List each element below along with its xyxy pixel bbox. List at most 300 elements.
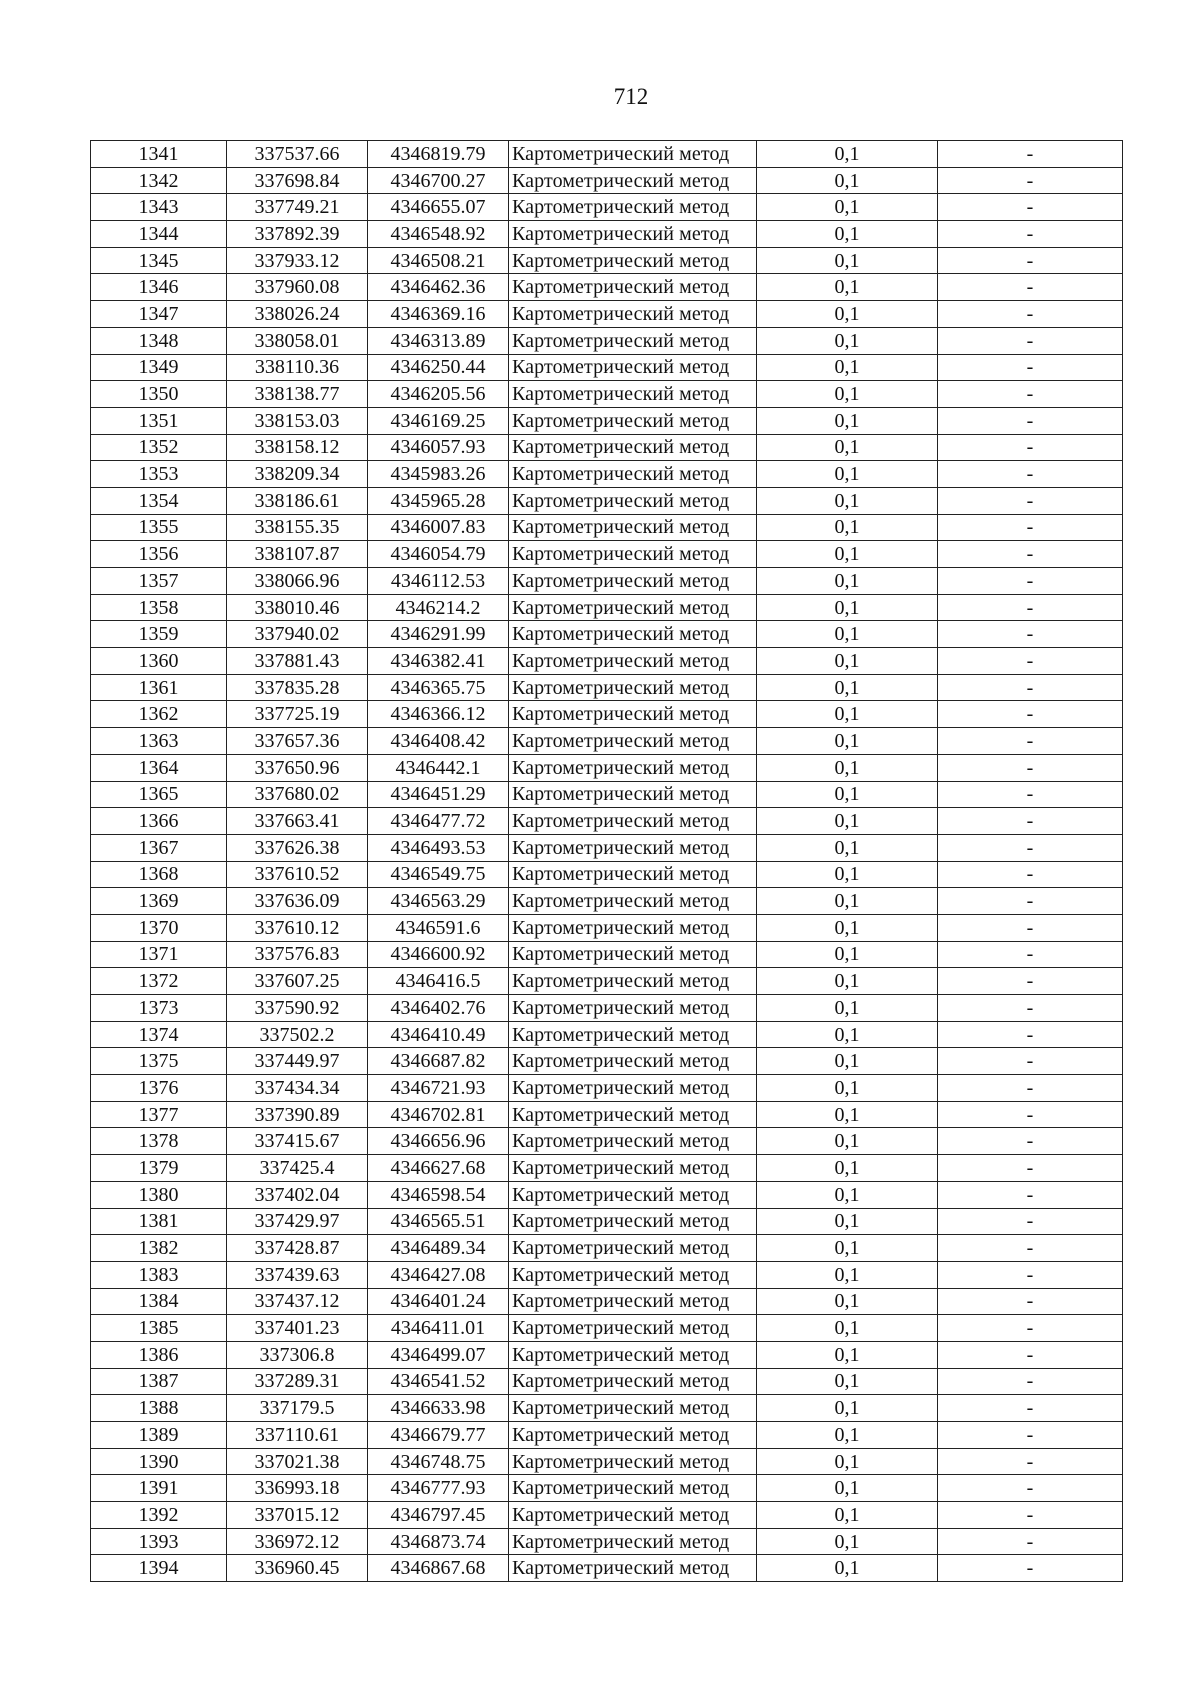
coordinate-x-cell: 337425.4 [227, 1155, 368, 1182]
accuracy-cell: 0,1 [757, 728, 938, 755]
coordinate-x-cell: 336960.45 [227, 1555, 368, 1582]
coordinate-y-cell: 4346819.79 [368, 141, 509, 168]
method-cell: Картометрический метод [509, 487, 757, 514]
accuracy-cell: 0,1 [757, 1101, 938, 1128]
accuracy-cell: 0,1 [757, 247, 938, 274]
accuracy-cell: 0,1 [757, 274, 938, 301]
coordinate-x-cell: 337749.21 [227, 194, 368, 221]
note-cell: - [938, 995, 1123, 1022]
point-number-cell: 1372 [91, 968, 227, 995]
coordinate-x-cell: 336993.18 [227, 1475, 368, 1502]
coordinate-y-cell: 4346598.54 [368, 1181, 509, 1208]
note-cell: - [938, 968, 1123, 995]
coordinate-y-cell: 4346366.12 [368, 701, 509, 728]
table-row [91, 1288, 1123, 1315]
method-cell: Картометрический метод [509, 514, 757, 541]
note-cell: - [938, 1155, 1123, 1182]
table-row [91, 914, 1123, 941]
accuracy-cell: 0,1 [757, 194, 938, 221]
table-row [91, 1155, 1123, 1182]
coordinate-x-cell: 337626.38 [227, 834, 368, 861]
note-cell: - [938, 167, 1123, 194]
note-cell: - [938, 1235, 1123, 1262]
coordinate-x-cell: 338158.12 [227, 434, 368, 461]
coordinate-x-cell: 337576.83 [227, 941, 368, 968]
method-cell: Картометрический метод [509, 354, 757, 381]
point-number-cell: 1356 [91, 541, 227, 568]
point-number-cell: 1350 [91, 381, 227, 408]
method-cell: Картометрический метод [509, 701, 757, 728]
table-row [91, 1208, 1123, 1235]
coordinate-y-cell: 4346169.25 [368, 407, 509, 434]
table-row [91, 1422, 1123, 1449]
table-row [91, 888, 1123, 915]
accuracy-cell: 0,1 [757, 327, 938, 354]
point-number-cell: 1389 [91, 1422, 227, 1449]
coordinate-y-cell: 4346402.76 [368, 995, 509, 1022]
point-number-cell: 1383 [91, 1261, 227, 1288]
method-cell: Картометрический метод [509, 914, 757, 941]
accuracy-cell: 0,1 [757, 648, 938, 675]
coordinate-y-cell: 4346565.51 [368, 1208, 509, 1235]
coordinate-x-cell: 337439.63 [227, 1261, 368, 1288]
note-cell: - [938, 648, 1123, 675]
coordinate-x-cell: 338107.87 [227, 541, 368, 568]
point-number-cell: 1375 [91, 1048, 227, 1075]
coordinate-x-cell: 337835.28 [227, 674, 368, 701]
point-number-cell: 1341 [91, 141, 227, 168]
method-cell: Картометрический метод [509, 167, 757, 194]
accuracy-cell: 0,1 [757, 1235, 938, 1262]
coordinate-x-cell: 337881.43 [227, 648, 368, 675]
method-cell: Картометрический метод [509, 1021, 757, 1048]
point-number-cell: 1388 [91, 1395, 227, 1422]
coordinate-x-cell: 338209.34 [227, 461, 368, 488]
note-cell: - [938, 1261, 1123, 1288]
coordinate-x-cell: 337289.31 [227, 1368, 368, 1395]
point-number-cell: 1367 [91, 834, 227, 861]
coordinate-x-cell: 337725.19 [227, 701, 368, 728]
method-cell: Картометрический метод [509, 1101, 757, 1128]
coordinate-y-cell: 4346563.29 [368, 888, 509, 915]
coordinate-y-cell: 4346401.24 [368, 1288, 509, 1315]
point-number-cell: 1354 [91, 487, 227, 514]
accuracy-cell: 0,1 [757, 354, 938, 381]
method-cell: Картометрический метод [509, 728, 757, 755]
point-number-cell: 1351 [91, 407, 227, 434]
table-row [91, 301, 1123, 328]
table-row [91, 648, 1123, 675]
point-number-cell: 1362 [91, 701, 227, 728]
coordinate-x-cell: 337110.61 [227, 1422, 368, 1449]
note-cell: - [938, 781, 1123, 808]
point-number-cell: 1376 [91, 1075, 227, 1102]
table-row [91, 1075, 1123, 1102]
note-cell: - [938, 1528, 1123, 1555]
accuracy-cell: 0,1 [757, 1208, 938, 1235]
coordinate-x-cell: 337960.08 [227, 274, 368, 301]
table-row [91, 1555, 1123, 1582]
point-number-cell: 1363 [91, 728, 227, 755]
point-number-cell: 1381 [91, 1208, 227, 1235]
point-number-cell: 1386 [91, 1341, 227, 1368]
note-cell: - [938, 1502, 1123, 1529]
accuracy-cell: 0,1 [757, 808, 938, 835]
table-row [91, 808, 1123, 835]
accuracy-cell: 0,1 [757, 1155, 938, 1182]
coordinate-y-cell: 4346427.08 [368, 1261, 509, 1288]
coordinate-y-cell: 4346057.93 [368, 434, 509, 461]
table-row [91, 1021, 1123, 1048]
coordinate-y-cell: 4346627.68 [368, 1155, 509, 1182]
coordinate-x-cell: 337607.25 [227, 968, 368, 995]
method-cell: Картометрический метод [509, 541, 757, 568]
method-cell: Картометрический метод [509, 781, 757, 808]
accuracy-cell: 0,1 [757, 301, 938, 328]
method-cell: Картометрический метод [509, 1368, 757, 1395]
coordinate-y-cell: 4346655.07 [368, 194, 509, 221]
coordinate-y-cell: 4346214.2 [368, 594, 509, 621]
table-row [91, 861, 1123, 888]
note-cell: - [938, 1048, 1123, 1075]
note-cell: - [938, 1475, 1123, 1502]
method-cell: Картометрический метод [509, 1261, 757, 1288]
coordinate-y-cell: 4346679.77 [368, 1422, 509, 1449]
table-row [91, 781, 1123, 808]
note-cell: - [938, 1315, 1123, 1342]
table-row [91, 1315, 1123, 1342]
note-cell: - [938, 1395, 1123, 1422]
coordinate-y-cell: 4346508.21 [368, 247, 509, 274]
point-number-cell: 1373 [91, 995, 227, 1022]
accuracy-cell: 0,1 [757, 1502, 938, 1529]
coordinate-y-cell: 4346600.92 [368, 941, 509, 968]
table-row [91, 141, 1123, 168]
coordinate-y-cell: 4346112.53 [368, 568, 509, 595]
coordinate-x-cell: 336972.12 [227, 1528, 368, 1555]
table-row [91, 701, 1123, 728]
table-row [91, 968, 1123, 995]
accuracy-cell: 0,1 [757, 461, 938, 488]
coordinates-table [90, 140, 1123, 1582]
accuracy-cell: 0,1 [757, 1368, 938, 1395]
coordinate-y-cell: 4346054.79 [368, 541, 509, 568]
point-number-cell: 1360 [91, 648, 227, 675]
method-cell: Картометрический метод [509, 888, 757, 915]
coordinate-y-cell: 4346477.72 [368, 808, 509, 835]
method-cell: Картометрический метод [509, 141, 757, 168]
coordinate-x-cell: 337663.41 [227, 808, 368, 835]
point-number-cell: 1344 [91, 221, 227, 248]
point-number-cell: 1384 [91, 1288, 227, 1315]
table-row [91, 1235, 1123, 1262]
table-row [91, 1395, 1123, 1422]
note-cell: - [938, 1448, 1123, 1475]
accuracy-cell: 0,1 [757, 941, 938, 968]
table-row [91, 941, 1123, 968]
method-cell: Картометрический метод [509, 1448, 757, 1475]
accuracy-cell: 0,1 [757, 1288, 938, 1315]
coordinate-y-cell: 4346499.07 [368, 1341, 509, 1368]
note-cell: - [938, 1555, 1123, 1582]
note-cell: - [938, 754, 1123, 781]
note-cell: - [938, 1075, 1123, 1102]
point-number-cell: 1353 [91, 461, 227, 488]
method-cell: Картометрический метод [509, 1181, 757, 1208]
coordinate-y-cell: 4346702.81 [368, 1101, 509, 1128]
accuracy-cell: 0,1 [757, 407, 938, 434]
accuracy-cell: 0,1 [757, 1181, 938, 1208]
coordinate-y-cell: 4346721.93 [368, 1075, 509, 1102]
accuracy-cell: 0,1 [757, 568, 938, 595]
accuracy-cell: 0,1 [757, 1075, 938, 1102]
point-number-cell: 1369 [91, 888, 227, 915]
point-number-cell: 1377 [91, 1101, 227, 1128]
method-cell: Картометрический метод [509, 968, 757, 995]
coordinate-y-cell: 4346797.45 [368, 1502, 509, 1529]
coordinate-x-cell: 338110.36 [227, 354, 368, 381]
method-cell: Картометрический метод [509, 1475, 757, 1502]
method-cell: Картометрический метод [509, 648, 757, 675]
note-cell: - [938, 381, 1123, 408]
coordinate-x-cell: 337610.52 [227, 861, 368, 888]
note-cell: - [938, 434, 1123, 461]
table-row [91, 568, 1123, 595]
accuracy-cell: 0,1 [757, 834, 938, 861]
method-cell: Картометрический метод [509, 1422, 757, 1449]
accuracy-cell: 0,1 [757, 1448, 938, 1475]
point-number-cell: 1346 [91, 274, 227, 301]
coordinate-y-cell: 4346451.29 [368, 781, 509, 808]
method-cell: Картометрический метод [509, 594, 757, 621]
table-row [91, 274, 1123, 301]
point-number-cell: 1364 [91, 754, 227, 781]
table-row [91, 407, 1123, 434]
note-cell: - [938, 194, 1123, 221]
note-cell: - [938, 594, 1123, 621]
method-cell: Картометрический метод [509, 301, 757, 328]
point-number-cell: 1370 [91, 914, 227, 941]
method-cell: Картометрический метод [509, 1075, 757, 1102]
coordinate-x-cell: 337657.36 [227, 728, 368, 755]
note-cell: - [938, 1422, 1123, 1449]
coordinate-x-cell: 337415.67 [227, 1128, 368, 1155]
point-number-cell: 1357 [91, 568, 227, 595]
coordinate-y-cell: 4345965.28 [368, 487, 509, 514]
method-cell: Картометрический метод [509, 621, 757, 648]
point-number-cell: 1365 [91, 781, 227, 808]
table-row [91, 728, 1123, 755]
method-cell: Картометрический метод [509, 754, 757, 781]
point-number-cell: 1366 [91, 808, 227, 835]
point-number-cell: 1361 [91, 674, 227, 701]
accuracy-cell: 0,1 [757, 167, 938, 194]
note-cell: - [938, 514, 1123, 541]
coordinate-x-cell: 337502.2 [227, 1021, 368, 1048]
coordinate-y-cell: 4345983.26 [368, 461, 509, 488]
accuracy-cell: 0,1 [757, 1341, 938, 1368]
accuracy-cell: 0,1 [757, 221, 938, 248]
point-number-cell: 1374 [91, 1021, 227, 1048]
point-number-cell: 1343 [91, 194, 227, 221]
table-row [91, 1368, 1123, 1395]
coordinate-y-cell: 4346548.92 [368, 221, 509, 248]
coordinate-y-cell: 4346777.93 [368, 1475, 509, 1502]
method-cell: Картометрический метод [509, 1288, 757, 1315]
note-cell: - [938, 1341, 1123, 1368]
table-row [91, 327, 1123, 354]
note-cell: - [938, 327, 1123, 354]
method-cell: Картометрический метод [509, 194, 757, 221]
coordinate-x-cell: 337590.92 [227, 995, 368, 1022]
coordinate-x-cell: 337429.97 [227, 1208, 368, 1235]
note-cell: - [938, 354, 1123, 381]
table-row [91, 541, 1123, 568]
method-cell: Картометрический метод [509, 995, 757, 1022]
coordinate-x-cell: 337650.96 [227, 754, 368, 781]
accuracy-cell: 0,1 [757, 594, 938, 621]
point-number-cell: 1348 [91, 327, 227, 354]
point-number-cell: 1392 [91, 1502, 227, 1529]
coordinate-y-cell: 4346462.36 [368, 274, 509, 301]
page-number: 712 [613, 84, 649, 109]
accuracy-cell: 0,1 [757, 1395, 938, 1422]
note-cell: - [938, 808, 1123, 835]
accuracy-cell: 0,1 [757, 1315, 938, 1342]
coordinate-y-cell: 4346493.53 [368, 834, 509, 861]
coordinate-y-cell: 4346416.5 [368, 968, 509, 995]
method-cell: Картометрический метод [509, 674, 757, 701]
table-row [91, 1048, 1123, 1075]
table-row [91, 621, 1123, 648]
point-number-cell: 1393 [91, 1528, 227, 1555]
accuracy-cell: 0,1 [757, 514, 938, 541]
coordinate-y-cell: 4346873.74 [368, 1528, 509, 1555]
coordinate-y-cell: 4346411.01 [368, 1315, 509, 1342]
point-number-cell: 1379 [91, 1155, 227, 1182]
note-cell: - [938, 1101, 1123, 1128]
table-row [91, 461, 1123, 488]
method-cell: Картометрический метод [509, 381, 757, 408]
coordinate-y-cell: 4346369.16 [368, 301, 509, 328]
note-cell: - [938, 728, 1123, 755]
table-row [91, 434, 1123, 461]
coordinate-x-cell: 338153.03 [227, 407, 368, 434]
table-row [91, 834, 1123, 861]
accuracy-cell: 0,1 [757, 861, 938, 888]
coordinate-y-cell: 4346656.96 [368, 1128, 509, 1155]
method-cell: Картометрический метод [509, 1048, 757, 1075]
method-cell: Картометрический метод [509, 861, 757, 888]
accuracy-cell: 0,1 [757, 1475, 938, 1502]
point-number-cell: 1358 [91, 594, 227, 621]
method-cell: Картометрический метод [509, 1208, 757, 1235]
table-row [91, 1341, 1123, 1368]
point-number-cell: 1359 [91, 621, 227, 648]
point-number-cell: 1385 [91, 1315, 227, 1342]
table-row [91, 995, 1123, 1022]
coordinate-x-cell: 337680.02 [227, 781, 368, 808]
coordinate-x-cell: 337015.12 [227, 1502, 368, 1529]
method-cell: Картометрический метод [509, 1341, 757, 1368]
accuracy-cell: 0,1 [757, 754, 938, 781]
point-number-cell: 1349 [91, 354, 227, 381]
table-row [91, 354, 1123, 381]
method-cell: Картометрический метод [509, 1155, 757, 1182]
table-row [91, 1448, 1123, 1475]
accuracy-cell: 0,1 [757, 674, 938, 701]
point-number-cell: 1342 [91, 167, 227, 194]
table-row [91, 1475, 1123, 1502]
accuracy-cell: 0,1 [757, 141, 938, 168]
note-cell: - [938, 834, 1123, 861]
coordinate-x-cell: 337636.09 [227, 888, 368, 915]
method-cell: Картометрический метод [509, 407, 757, 434]
note-cell: - [938, 888, 1123, 915]
coordinate-y-cell: 4346489.34 [368, 1235, 509, 1262]
coordinate-x-cell: 337437.12 [227, 1288, 368, 1315]
method-cell: Картометрический метод [509, 461, 757, 488]
coordinate-y-cell: 4346205.56 [368, 381, 509, 408]
coordinate-y-cell: 4346687.82 [368, 1048, 509, 1075]
coordinate-x-cell: 338010.46 [227, 594, 368, 621]
table-row [91, 1128, 1123, 1155]
point-number-cell: 1380 [91, 1181, 227, 1208]
accuracy-cell: 0,1 [757, 487, 938, 514]
accuracy-cell: 0,1 [757, 1261, 938, 1288]
accuracy-cell: 0,1 [757, 968, 938, 995]
coordinate-y-cell: 4346591.6 [368, 914, 509, 941]
note-cell: - [938, 487, 1123, 514]
method-cell: Картометрический метод [509, 1555, 757, 1582]
method-cell: Картометрический метод [509, 434, 757, 461]
note-cell: - [938, 301, 1123, 328]
method-cell: Картометрический метод [509, 1235, 757, 1262]
coordinate-y-cell: 4346313.89 [368, 327, 509, 354]
coordinate-x-cell: 338186.61 [227, 487, 368, 514]
note-cell: - [938, 861, 1123, 888]
coordinate-y-cell: 4346250.44 [368, 354, 509, 381]
coordinate-y-cell: 4346700.27 [368, 167, 509, 194]
coordinate-x-cell: 337940.02 [227, 621, 368, 648]
point-number-cell: 1345 [91, 247, 227, 274]
note-cell: - [938, 541, 1123, 568]
table-row [91, 1502, 1123, 1529]
coordinate-y-cell: 4346291.99 [368, 621, 509, 648]
coordinate-x-cell: 337434.34 [227, 1075, 368, 1102]
point-number-cell: 1368 [91, 861, 227, 888]
table-row [91, 1528, 1123, 1555]
note-cell: - [938, 274, 1123, 301]
method-cell: Картометрический метод [509, 834, 757, 861]
point-number-cell: 1355 [91, 514, 227, 541]
coordinate-x-cell: 338155.35 [227, 514, 368, 541]
accuracy-cell: 0,1 [757, 914, 938, 941]
method-cell: Картометрический метод [509, 327, 757, 354]
note-cell: - [938, 247, 1123, 274]
coordinate-x-cell: 337892.39 [227, 221, 368, 248]
method-cell: Картометрический метод [509, 808, 757, 835]
note-cell: - [938, 941, 1123, 968]
note-cell: - [938, 407, 1123, 434]
note-cell: - [938, 568, 1123, 595]
accuracy-cell: 0,1 [757, 1422, 938, 1449]
coordinate-y-cell: 4346007.83 [368, 514, 509, 541]
method-cell: Картометрический метод [509, 1395, 757, 1422]
coordinate-y-cell: 4346633.98 [368, 1395, 509, 1422]
table-row [91, 674, 1123, 701]
coordinate-y-cell: 4346408.42 [368, 728, 509, 755]
